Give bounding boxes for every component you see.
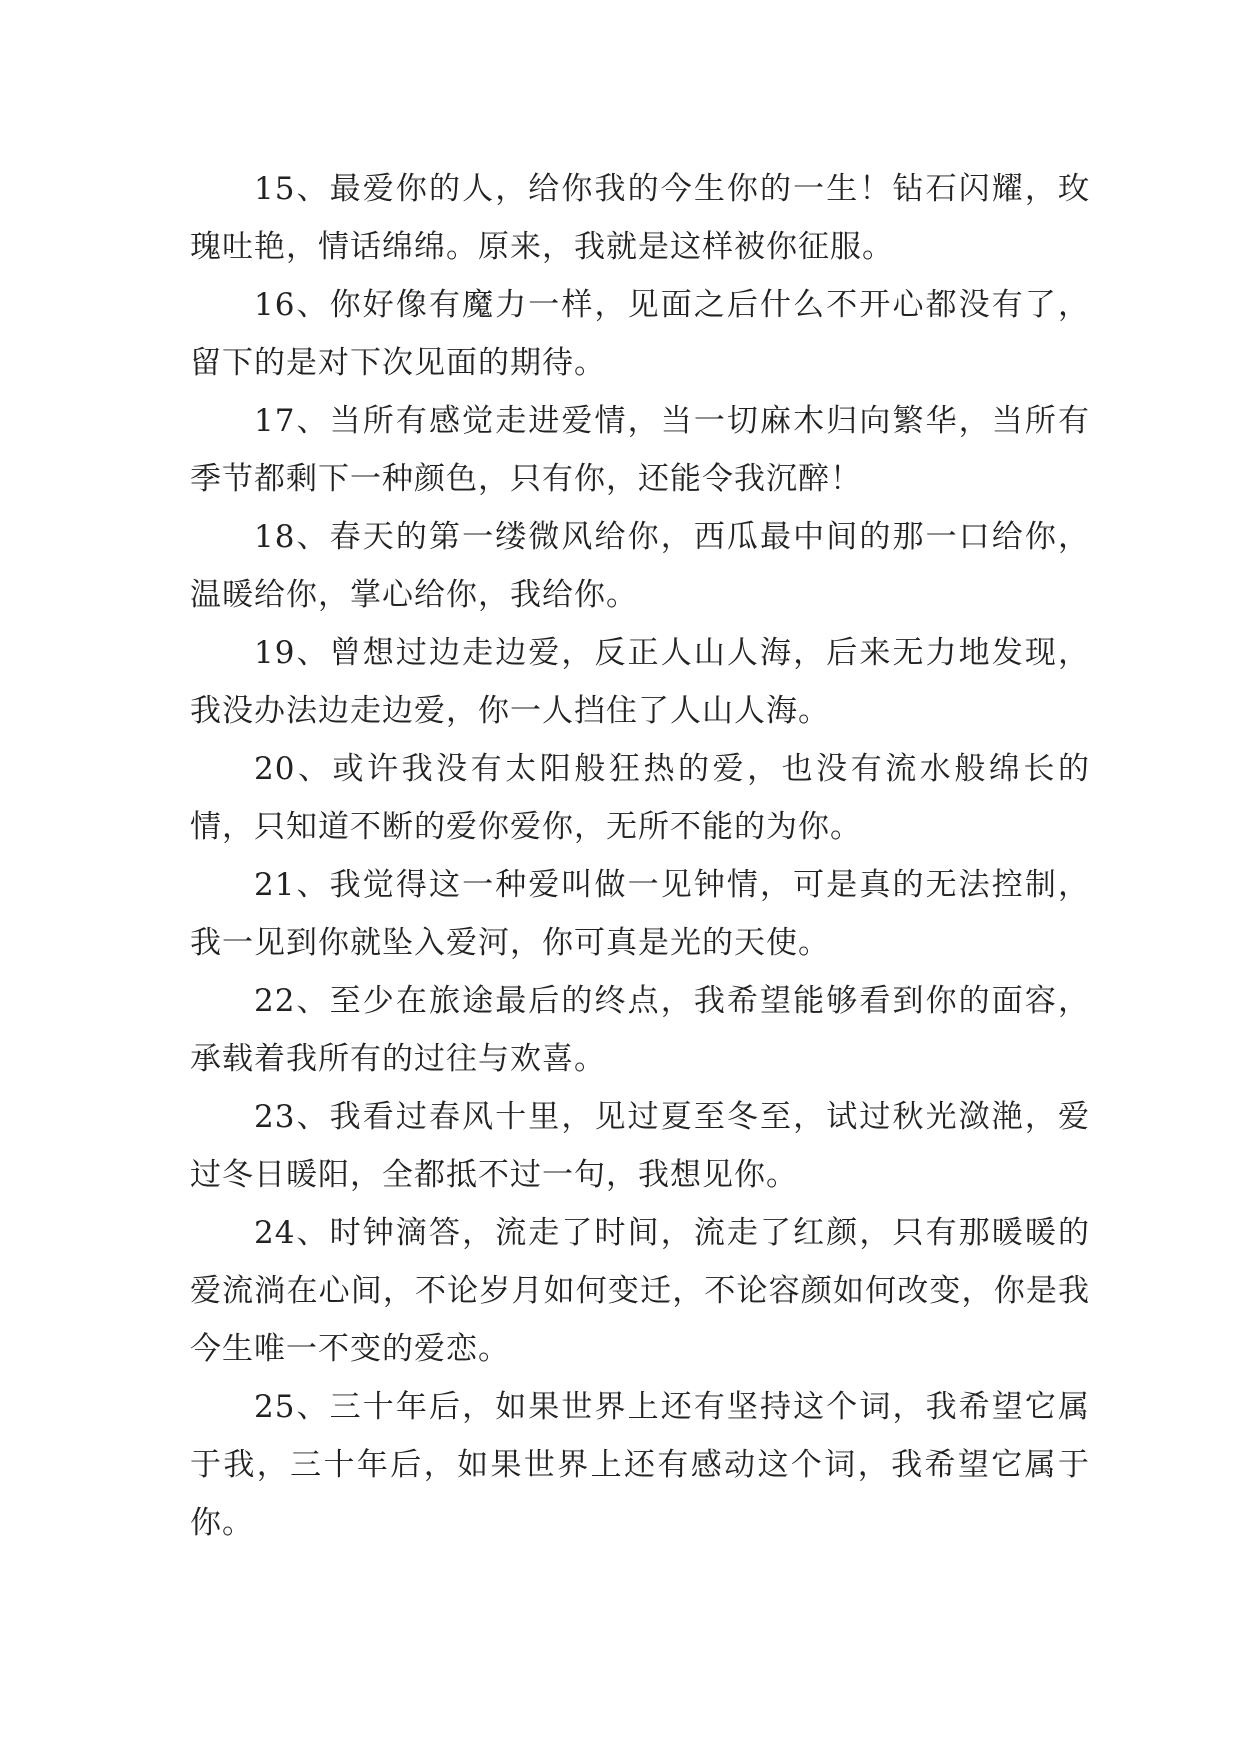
paragraph-20: 20、或许我没有太阳般狂热的爱，也没有流水般绵长的情，只知道不断的爱你爱你，无所不能的为你。 bbox=[190, 751, 1090, 845]
paragraph-23: 23、我看过春风十里，见过夏至冬至，试过秋光潋滟，爱过冬日暖阳，全都抵不过一句，我想见你。 bbox=[190, 1099, 1090, 1193]
paragraph-22: 22、至少在旅途最后的终点，我希望能够看到你的面容，承载着我所有的过往与欢喜。 bbox=[190, 983, 1090, 1077]
paragraph-21: 21、我觉得这一种爱叫做一见钟情，可是真的无法控制，我一见到你就坠入爱河，你可真是光的天使。 bbox=[190, 867, 1090, 961]
paragraph-18: 18、春天的第一缕微风给你，西瓜最中间的那一口给你，温暖给你，掌心给你，我给你。 bbox=[190, 519, 1090, 613]
paragraph-16: 16、你好像有魔力一样，见面之后什么不开心都没有了，留下的是对下次见面的期待。 bbox=[190, 287, 1090, 381]
paragraph-19: 19、曾想过边走边爱，反正人山人海，后来无力地发现，我没办法边走边爱，你一人挡住了人山人海。 bbox=[190, 635, 1090, 729]
paragraph-24: 24、时钟滴答，流走了时间，流走了红颜，只有那暖暖的爱流淌在心间，不论岁月如何变迁，不论容颜如何改变，你是我今生唯一不变的爱恋。 bbox=[190, 1215, 1090, 1367]
paragraph-17: 17、当所有感觉走进爱情，当一切麻木归向繁华，当所有季节都剩下一种颜色，只有你，还能令我沉醉！ bbox=[190, 403, 1090, 497]
paragraph-25: 25、三十年后，如果世界上还有坚持这个词，我希望它属于我，三十年后，如果世界上还有感动这个词，我希望它属于你。 bbox=[190, 1389, 1090, 1541]
document-body bbox=[190, 160, 1090, 1552]
paragraph-15: 15、最爱你的人，给你我的今生你的一生！钻石闪耀，玫瑰吐艳，情话绵绵。原来，我就是这样被你征服。 bbox=[190, 171, 1090, 265]
